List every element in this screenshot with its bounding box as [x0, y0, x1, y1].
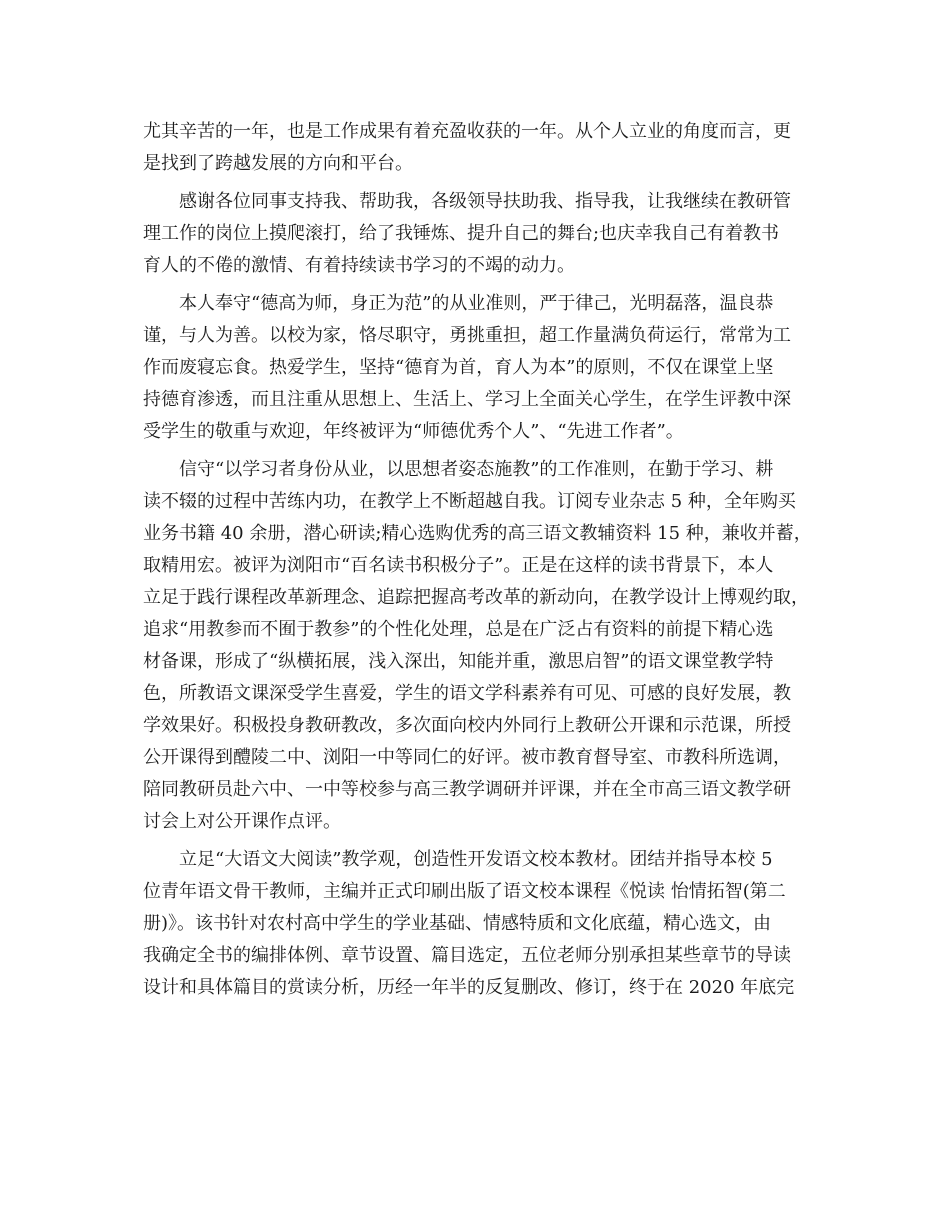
- text-line: 讨会上对公开课作点评。: [143, 811, 341, 832]
- text-line: 设计和具体篇目的赏读分析，历经一年半的反复删改、修订，终于在 2020 年底完: [143, 977, 795, 998]
- text-line: 我确定全书的编排体例、章节设置、篇目选定，五位老师分别承担某些章节的导读: [143, 945, 791, 966]
- text-line: 持德育渗透，而且注重从思想上、生活上、学习上全面关心学生，在学生评教中深: [143, 389, 791, 410]
- text-line: 取精用宏。被评为浏阳市“百名读书积极分子”。正是在这样的读书背景下，本人: [143, 555, 774, 576]
- text-line: 公开课得到醴陵二中、浏阳一中等同仁的好评。被市教育督导室、市教科所选调，: [143, 747, 791, 768]
- text-line: 追求“用教参而不囿于教参”的个性化处理，总是在广泛占有资料的前提下精心选: [143, 619, 774, 640]
- text-line: 谨，与人为善。以校为家，恪尽职守，勇挑重担，超工作量满负荷运行，常常为工: [143, 325, 791, 346]
- body-text: [143, 116, 813, 1004]
- text-line: 色，所教语文课深受学生喜爱，学生的语文学科素养有可见、可感的良好发展，教: [143, 683, 791, 704]
- text-line: 立足“大语文大阅读”教学观，创造性开发语文校本教材。团结并指导本校 5: [143, 849, 773, 870]
- text-line: 理工作的岗位上摸爬滚打，给了我锤炼、提升自己的舞台;也庆幸我自己有着教书: [143, 223, 780, 244]
- text-line: 信守“以学习者身份从业，以思想者姿态施教”的工作准则，在勤于学习、耕: [143, 459, 774, 480]
- text-line: 是找到了跨越发展的方向和平台。: [143, 153, 413, 174]
- text-line: 感谢各位同事支持我、帮助我，各级领导扶助我、指导我，让我继续在教研管: [143, 191, 791, 212]
- text-line: 作而废寝忘食。热爱学生，坚持“德育为首，育人为本”的原则，不仅在课堂上坚: [143, 357, 774, 378]
- text-line: 材备课，形成了“纵横拓展，浅入深出，知能并重，激思启智”的语文课堂教学特: [143, 651, 774, 672]
- text-line: 立足于践行课程改革新理念、追踪把握高考改革的新动向，在教学设计上博观约取，: [143, 587, 809, 608]
- text-line: 陪同教研员赴六中、一中等校参与高三教学调研并评课，并在全市高三语文教学研: [143, 779, 791, 800]
- text-line: 业务书籍 40 余册，潜心研读;精心选购优秀的高三语文教辅资料 15 种，兼收并蓄，: [143, 523, 812, 544]
- text-line: 育人的不倦的激情、有着持续读书学习的不竭的动力。: [143, 255, 575, 276]
- text-line: 位青年语文骨干教师，主编并正式印刷出版了语文校本课程《悦读 怡情拓智(第二: [143, 881, 786, 902]
- text-line: 本人奉守“德高为师，身正为范”的从业准则，严于律己，光明磊落，温良恭: [143, 293, 774, 314]
- text-line: 学效果好。积极投身教研教改，多次面向校内外同行上教研公开课和示范课，所授: [143, 715, 791, 736]
- text-line: 尤其辛苦的一年，也是工作成果有着充盈收获的一年。从个人立业的角度而言，更: [143, 121, 791, 142]
- text-line: 受学生的敬重与欢迎，年终被评为“师德优秀个人”、“先进工作者”。: [143, 421, 684, 442]
- text-line: 册)》。该书针对农村高中学生的学业基础、情感特质和文化底蕴，精心选文，由: [143, 913, 772, 934]
- text-line: 读不辍的过程中苦练内功，在教学上不断超越自我。订阅专业杂志 5 种，全年购买: [143, 491, 796, 512]
